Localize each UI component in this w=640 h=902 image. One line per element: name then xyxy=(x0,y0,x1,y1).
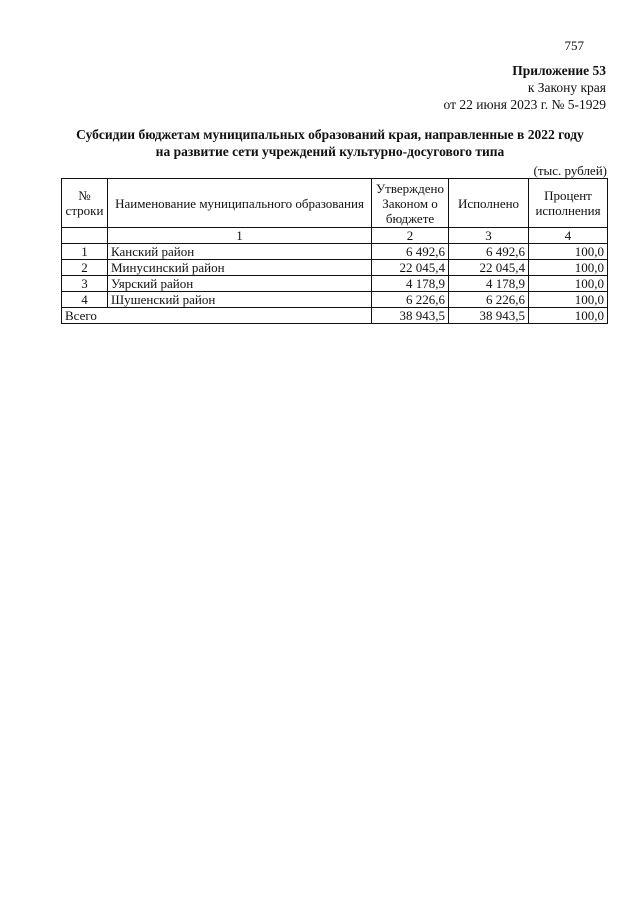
table-row xyxy=(62,276,608,292)
table-row xyxy=(62,260,608,276)
row-number: 1 xyxy=(62,244,108,260)
document-title-line-1: Субсидии бюджетам муниципальных образований края, направленные в 2022 году xyxy=(76,127,584,142)
total-row xyxy=(62,308,608,324)
executed-amount: 6 226,6 xyxy=(449,292,529,308)
units-label: (тыс. рублей) xyxy=(533,163,607,178)
municipality-name: Канский район xyxy=(108,244,372,260)
total-execution-percent: 100,0 xyxy=(529,308,608,324)
appendix-law-reference: к Закону края xyxy=(527,80,606,95)
column-number-empty xyxy=(62,228,108,244)
table-row xyxy=(62,292,608,308)
row-number: 2 xyxy=(62,260,108,276)
header-municipality-name: Наименование муниципального образования xyxy=(108,179,372,228)
executed-amount: 4 178,9 xyxy=(449,276,529,292)
column-number-row xyxy=(62,228,608,244)
approved-amount: 22 045,4 xyxy=(372,260,449,276)
column-number: 4 xyxy=(529,228,608,244)
execution-percent: 100,0 xyxy=(529,260,608,276)
approved-amount: 4 178,9 xyxy=(372,276,449,292)
subsidies-table xyxy=(61,178,608,324)
approved-amount: 6 492,6 xyxy=(372,244,449,260)
column-number: 2 xyxy=(372,228,449,244)
execution-percent: 100,0 xyxy=(529,276,608,292)
column-number: 3 xyxy=(449,228,529,244)
appendix-block xyxy=(444,62,606,113)
approved-amount: 6 226,6 xyxy=(372,292,449,308)
table-header-row xyxy=(62,179,608,228)
document-title xyxy=(40,126,620,160)
header-approved: Утверждено Законом о бюджете xyxy=(372,179,449,228)
header-executed: Исполнено xyxy=(449,179,529,228)
execution-percent: 100,0 xyxy=(529,244,608,260)
column-number: 1 xyxy=(108,228,372,244)
municipality-name: Шушенский район xyxy=(108,292,372,308)
execution-percent: 100,0 xyxy=(529,292,608,308)
header-row-number: № строки xyxy=(62,179,108,228)
row-number: 4 xyxy=(62,292,108,308)
total-label: Всего xyxy=(62,308,372,324)
row-number: 3 xyxy=(62,276,108,292)
municipality-name: Минусинский район xyxy=(108,260,372,276)
header-percent: Процент исполнения xyxy=(529,179,608,228)
appendix-title: Приложение 53 xyxy=(512,63,606,78)
total-executed-amount: 38 943,5 xyxy=(449,308,529,324)
document-title-line-2: на развитие сети учреждений культурно-досугового типа xyxy=(155,144,505,159)
appendix-law-date: от 22 июня 2023 г. № 5-1929 xyxy=(443,97,606,112)
executed-amount: 6 492,6 xyxy=(449,244,529,260)
table-row xyxy=(62,244,608,260)
executed-amount: 22 045,4 xyxy=(449,260,529,276)
page-number: 757 xyxy=(564,38,584,53)
municipality-name: Уярский район xyxy=(108,276,372,292)
total-approved-amount: 38 943,5 xyxy=(372,308,449,324)
